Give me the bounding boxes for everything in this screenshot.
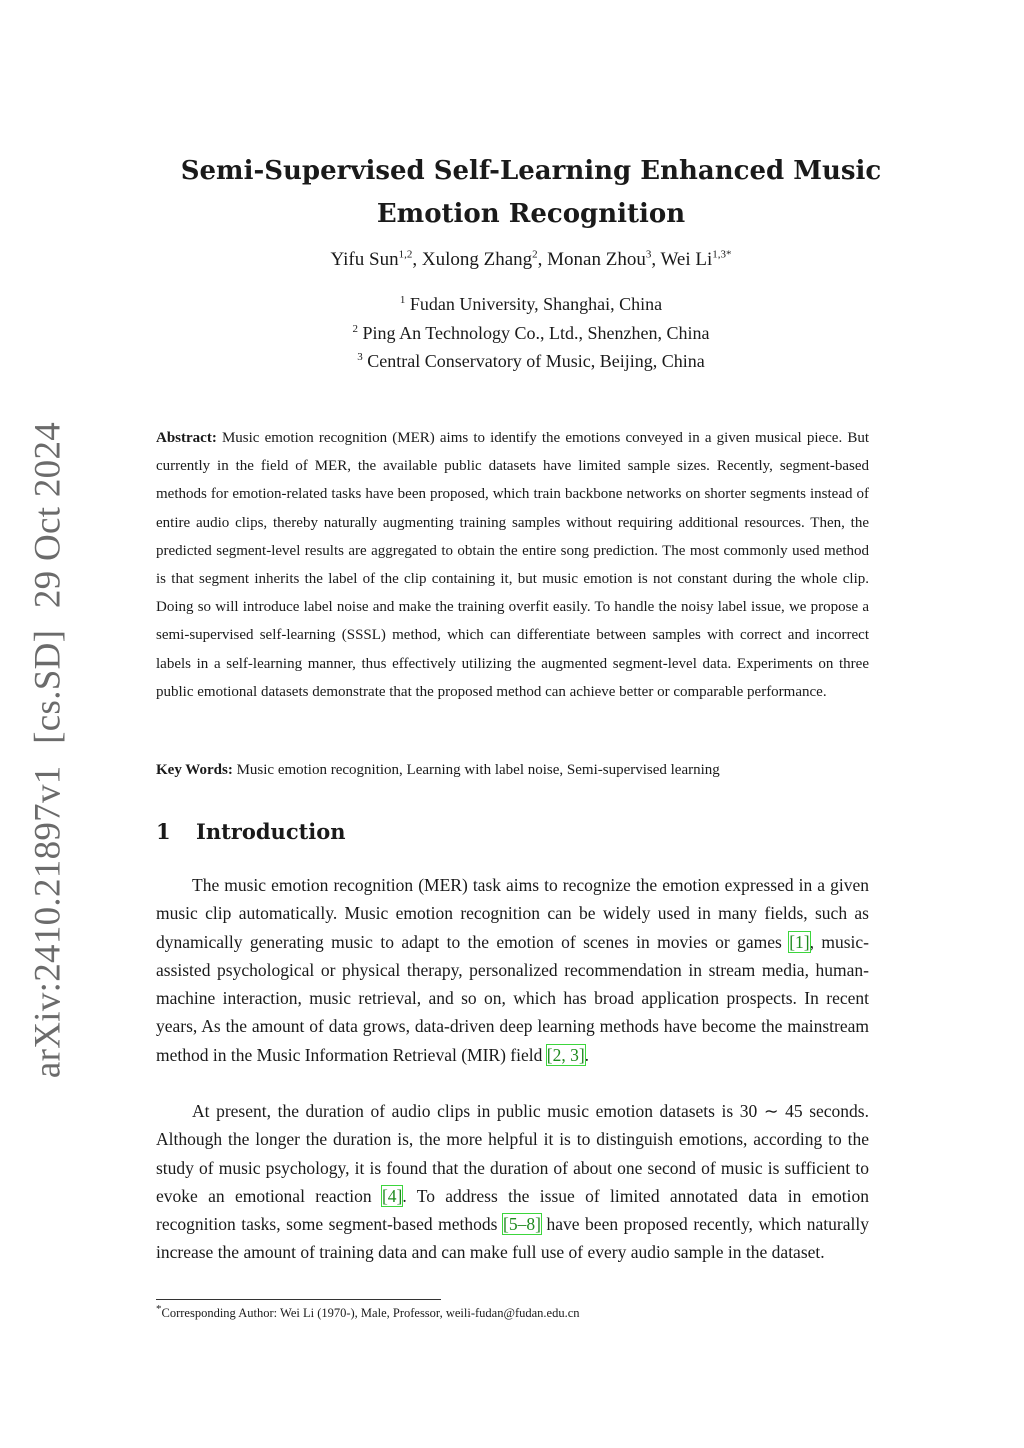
- keywords-text: Music emotion recognition, Learning with label noise, Semi-supervised learning: [236, 762, 720, 778]
- citation-link[interactable]: [4]: [381, 1185, 403, 1206]
- affiliation-text: Fudan University, Shanghai, China: [409, 294, 663, 314]
- footnote-mark: *: [156, 1302, 162, 1315]
- affiliation-num: 2: [352, 322, 359, 335]
- arxiv-stamp: [27, 416, 70, 1084]
- arxiv-category: [cs.SD]: [27, 629, 69, 744]
- keywords-label: Key Words:: [156, 762, 233, 778]
- footnote-rule: [156, 1299, 441, 1300]
- footnote-text: Corresponding Author: Wei Li (1970-), Male, Professor, weili-fudan@fudan.edu.cn: [161, 1306, 580, 1320]
- keywords: [156, 762, 869, 779]
- author-name: Xulong Zhang: [421, 249, 533, 270]
- abstract-text: Music emotion recognition (MER) aims to identify the emotions conveyed in a given musical piece. But currently in the field of MER, the available public datasets have limited sample sizes. Recently, segment-based methods for emotion-related tasks have been proposed, which train backbone networks on shorter segments instead of entire audio clips, thereby naturally augmenting training samples without requiring additional resources. Then, the predicted segment-level results are aggregated to obtain the entire song prediction. The most commonly used method is that segment inherits the label of the clip containing it, but music emotion is not constant during the whole clip. Doing so will introduce label noise and make the training overfit easily. To handle the noisy label issue, we propose a semi-supervised self-learning (SSSL) method, which can differentiate between samples with correct and incorrect labels in a self-learning manner, thus effectively utilizing the augmented segment-level data. Experiments on three public emotional datasets demonstrate that the proposed method can achieve better or comparable performance.: [156, 430, 869, 700]
- title-line-1: Semi-Supervised Self-Learning Enhanced Music: [180, 156, 882, 186]
- affiliation-text: Ping An Technology Co., Ltd., Shenzhen, China: [362, 322, 710, 343]
- footnote: [156, 1302, 580, 1321]
- intro-paragraph-2: [156, 1097, 869, 1267]
- citation-link[interactable]: [5–8]: [503, 1214, 541, 1235]
- section-title: Introduction: [196, 819, 346, 844]
- intro-paragraph-1: [156, 871, 869, 1069]
- affiliation-num: 3: [357, 351, 363, 364]
- author-sup: 2: [532, 248, 538, 261]
- affiliation-text: Central Conservatory of Music, Beijing, China: [367, 351, 705, 372]
- author-sup: 3: [645, 248, 652, 261]
- arxiv-id: arXiv:2410.21897v1: [27, 765, 69, 1079]
- affiliation: [156, 319, 906, 348]
- para-text: At present, the duration of audio clips in public music emotion datasets is 30 ∼ 45 seconds. Although the longer the duration is, the more helpful it is to distinguish emotions, according to the study of music psychology, it is found that the duration of about one second of music is sufficient to evoke an emotional reaction: [156, 1101, 869, 1206]
- author-name: Monan Zhou: [547, 249, 646, 270]
- para-text: . To address the issue of limited annotated data in emotion recognition tasks, some segment-based methods: [156, 1185, 870, 1235]
- author-sup: 1,3*: [712, 248, 732, 261]
- affiliation: [156, 347, 906, 376]
- abstract-label: Abstract:: [156, 430, 217, 446]
- affiliation-num: 1: [399, 294, 406, 306]
- para-text: have been proposed recently, which naturally increase the amount of training data and can make full use of every audio sample in the dataset.: [156, 1214, 869, 1263]
- author-sup: 1,2: [398, 248, 413, 261]
- section-number: 1: [156, 819, 171, 844]
- author-name: Wei Li: [660, 249, 713, 270]
- para-text: .: [584, 1044, 590, 1065]
- citation-link[interactable]: [1]: [789, 931, 810, 952]
- affiliation: [156, 290, 906, 319]
- para-text: , music-assisted psychological or physical therapy, personalized recommendation in stream media, human-machine interaction, music retrieval, and so on, which has broad application prospects. In recent years, As the amount of data grows, data-driven deep learning methods have become the mainstream method in the Music Information Retrieval (MIR) field: [156, 931, 869, 1065]
- author-name: Yifu Sun: [330, 249, 399, 270]
- section-heading: [156, 819, 346, 844]
- paper-title: [156, 150, 906, 236]
- arxiv-date: 29 Oct 2024: [27, 421, 69, 609]
- author-list: Yifu Sun$^{1,2}$, Xulong Zhang$^2$, Monan Zhou$^3$, Wei $Li^{1,3*}$: [330, 248, 732, 270]
- para-text: The music emotion recognition (MER) task aims to recognize the emotion expressed in a given music clip automatically. Music emotion recognition can be widely used in many fields, such as dynamically generating music to adapt to the emotion of scenes in movies or games: [156, 875, 869, 952]
- affiliation-list: [156, 290, 906, 376]
- abstract: [156, 424, 869, 706]
- title-line-2: Emotion Recognition: [376, 199, 686, 229]
- citation-link[interactable]: [2, 3]: [546, 1044, 585, 1065]
